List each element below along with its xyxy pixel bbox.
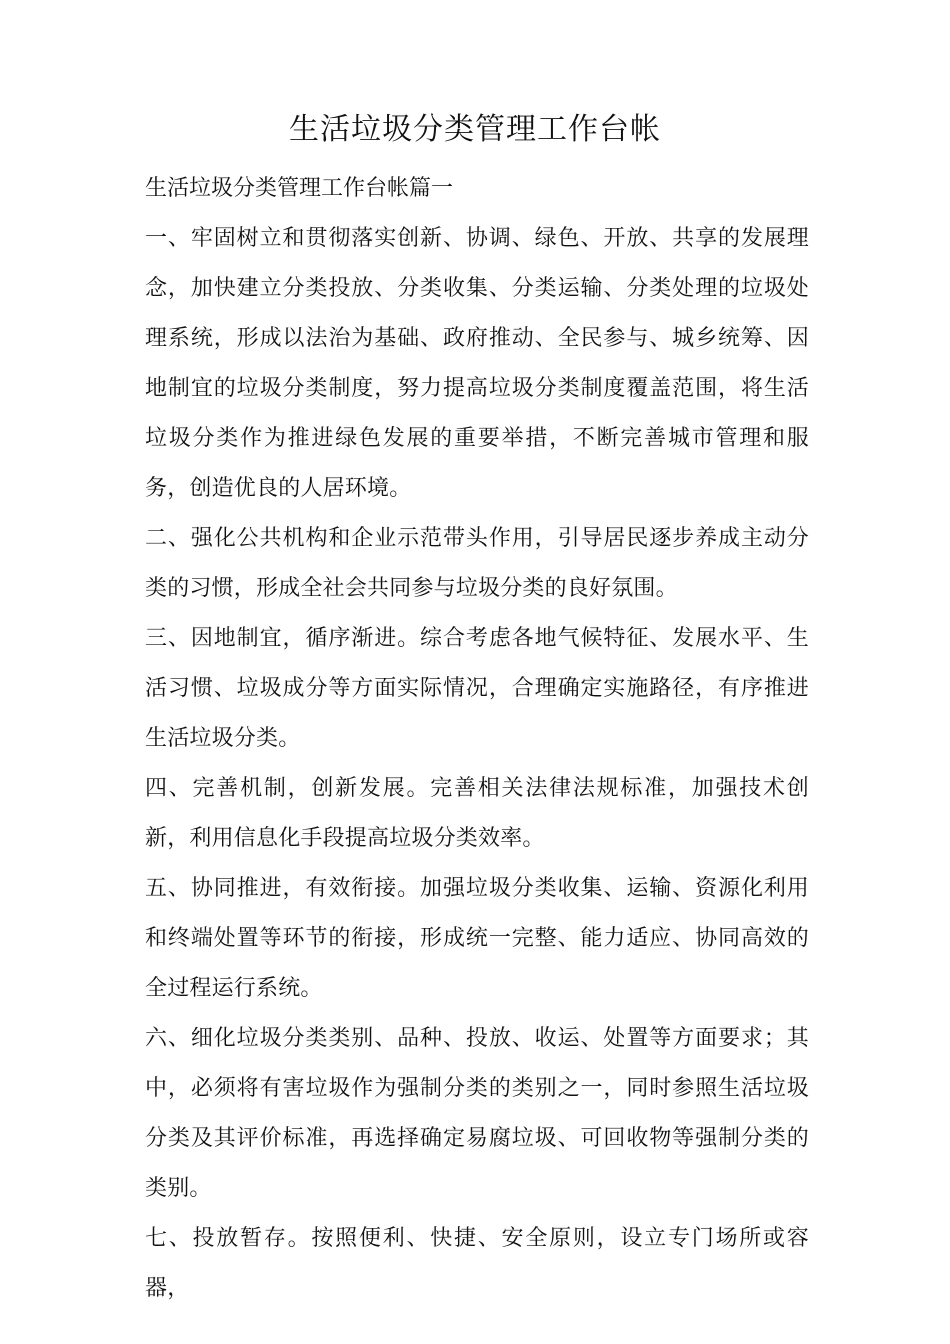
paragraph-1: 一、牢固树立和贯彻落实创新、协调、绿色、开放、共享的发展理念，加快建立分类投放、分类收集、分类运输、分类处理的垃圾处理系统，形成以法治为基础、政府推动、全民参与、城乡统筹、因地制宜的垃圾分类制度，努力提高垃圾分类制度覆盖范围，将生活垃圾分类作为推进绿色发展的重要举措，不断完善城市管理和服务，创造优良的人居环境。	[145, 226, 809, 501]
paragraph-7: 七、投放暂存。按照便利、快捷、安全原则，设立专门场所或容器，	[145, 1226, 809, 1301]
document-title: 生活垃圾分类管理工作台帐	[289, 112, 661, 147]
paragraph-2: 二、强化公共机构和企业示范带头作用，引导居民逐步养成主动分类的习惯，形成全社会共同参与垃圾分类的良好氛围。	[145, 526, 809, 601]
paragraph-6: 六、细化垃圾分类类别、品种、投放、收运、处置等方面要求；其中，必须将有害垃圾作为强制分类的类别之一，同时参照生活垃圾分类及其评价标准，再选择确定易腐垃圾、可回收物等强制分类的类别。	[145, 1026, 809, 1201]
paragraph-3: 三、因地制宜，循序渐进。综合考虑各地气候特征、发展水平、生活习惯、垃圾成分等方面实际情况，合理确定实施路径，有序推进生活垃圾分类。	[145, 626, 809, 751]
paragraph-5: 五、协同推进，有效衔接。加强垃圾分类收集、运输、资源化利用和终端处置等环节的衔接，形成统一完整、能力适应、协同高效的全过程运行系统。	[145, 876, 809, 1001]
paragraph-4: 四、完善机制，创新发展。完善相关法律法规标准，加强技术创新，利用信息化手段提高垃圾分类效率。	[145, 776, 809, 851]
document-subtitle: 生活垃圾分类管理工作台帐篇一	[145, 176, 454, 201]
document-body	[145, 164, 809, 1314]
